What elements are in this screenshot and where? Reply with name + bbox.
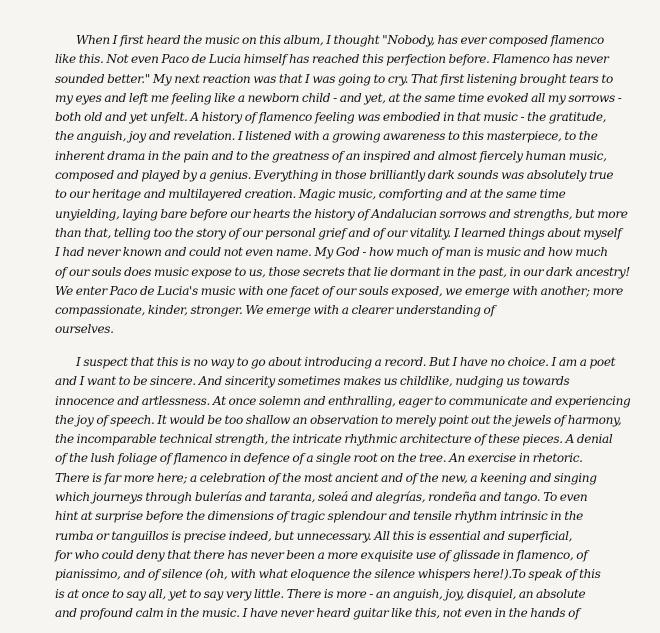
text-line: is at once to say all, yet to say very little. There is more - an anguish, joy, disquiel, an absolute <box>55 586 586 601</box>
text-line: I had never known and could not even name. My God - how much of man is music and how much <box>55 245 608 260</box>
text-line: the incomparable technical strength, the intricate rhythmic architecture of these pieces. A denial <box>55 432 613 447</box>
text-line: When I first heard the music on this album, I thought "Nobody, has ever composed flamenco <box>76 33 604 47</box>
text-line: and profound calm in the music. I have never heard guitar like this, not even in the hands of <box>55 605 580 620</box>
text-line: composed and played by a genius. Everything in those brilliantly dark sounds was absolutely true <box>55 168 614 183</box>
text-line: ourselves. <box>55 322 114 337</box>
text-line: which journeys through bulerías and taranta, soleá and alegrías, rondeña and tango. To even <box>55 490 588 505</box>
paragraph-1 <box>55 31 646 340</box>
text-line: We enter Paco de Lucia's music with one facet of our souls exposed, we emerge with another; more <box>55 283 623 298</box>
text-line: innocence and artlessness. At once solemn and enthralling, eager to communicate and experiencing <box>55 393 631 408</box>
text-line: of our souls does music expose to us, those secrets that lie dormant in the past, in our dark ancestry! <box>55 264 630 279</box>
text-line: and I want to be sincere. And sincerity sometimes makes us childlike, nudging us towards <box>55 374 570 389</box>
text-line: of the lush foliage of flamenco in defence of a single root on the tree. An exercise in rhetoric. <box>55 451 583 466</box>
text-line: pianissimo, and of silence (oh, with what eloquence the silence whispers here!).To speak of this <box>55 567 601 582</box>
text-line: the anguish, joy and revelation. I listened with a growing awareness to this masterpiece, to the <box>55 129 598 144</box>
text-line: my eyes and left me feeling like a newborn child - and yet, at the same time evoked all my sorrows - <box>55 90 622 105</box>
text-line: rumba or tanguillos is precise indeed, but unnecessary. All this is essential and superficial, <box>55 528 573 543</box>
text-line: compassionate, kinder, stronger. We emerge with a clearer understanding of <box>55 303 495 318</box>
text-line: I suspect that this is no way to go about introducing a record. But I have no choice. I am a poet <box>76 355 616 369</box>
paragraph-2 <box>55 353 646 623</box>
text-line: to our heritage and multilayered creation. Magic music, comforting and at the same time <box>55 187 566 202</box>
text-line: unyielding, laying bare before our hearts the history of Andalucian sorrows and strengths, but more <box>55 206 628 221</box>
text-line: the joy of speech. It would be too shallow an observation to merely point out the jewels of harmony, <box>55 412 622 427</box>
text-line: hint at surprise before the dimensions of tragic splendour and tensile rhythm intrinsic in the <box>55 509 583 524</box>
text-line: both old and yet unfelt. A history of flamenco feeling was embodied in that music - the gratitude, <box>55 110 607 125</box>
text-line: There is far more here; a celebration of the most ancient and of the new, a keening and singing <box>55 470 597 485</box>
text-line: for who could deny that there has never been a more exquisite use of glissade in flamenco, of <box>55 547 588 562</box>
text-line: inherent drama in the pain and to the greatness of an inspired and almost fiercely human music, <box>55 148 607 163</box>
text-line: like this. Not even Paco de Lucia himself has reached this perfection before. Flamenco has never <box>55 52 609 67</box>
text-line: than that, telling too the story of our personal grief and of our vitality. I learned things about myself <box>55 225 622 240</box>
text-line: sounded better." My next reaction was that I was going to cry. That first listening brought tears to <box>55 71 613 86</box>
